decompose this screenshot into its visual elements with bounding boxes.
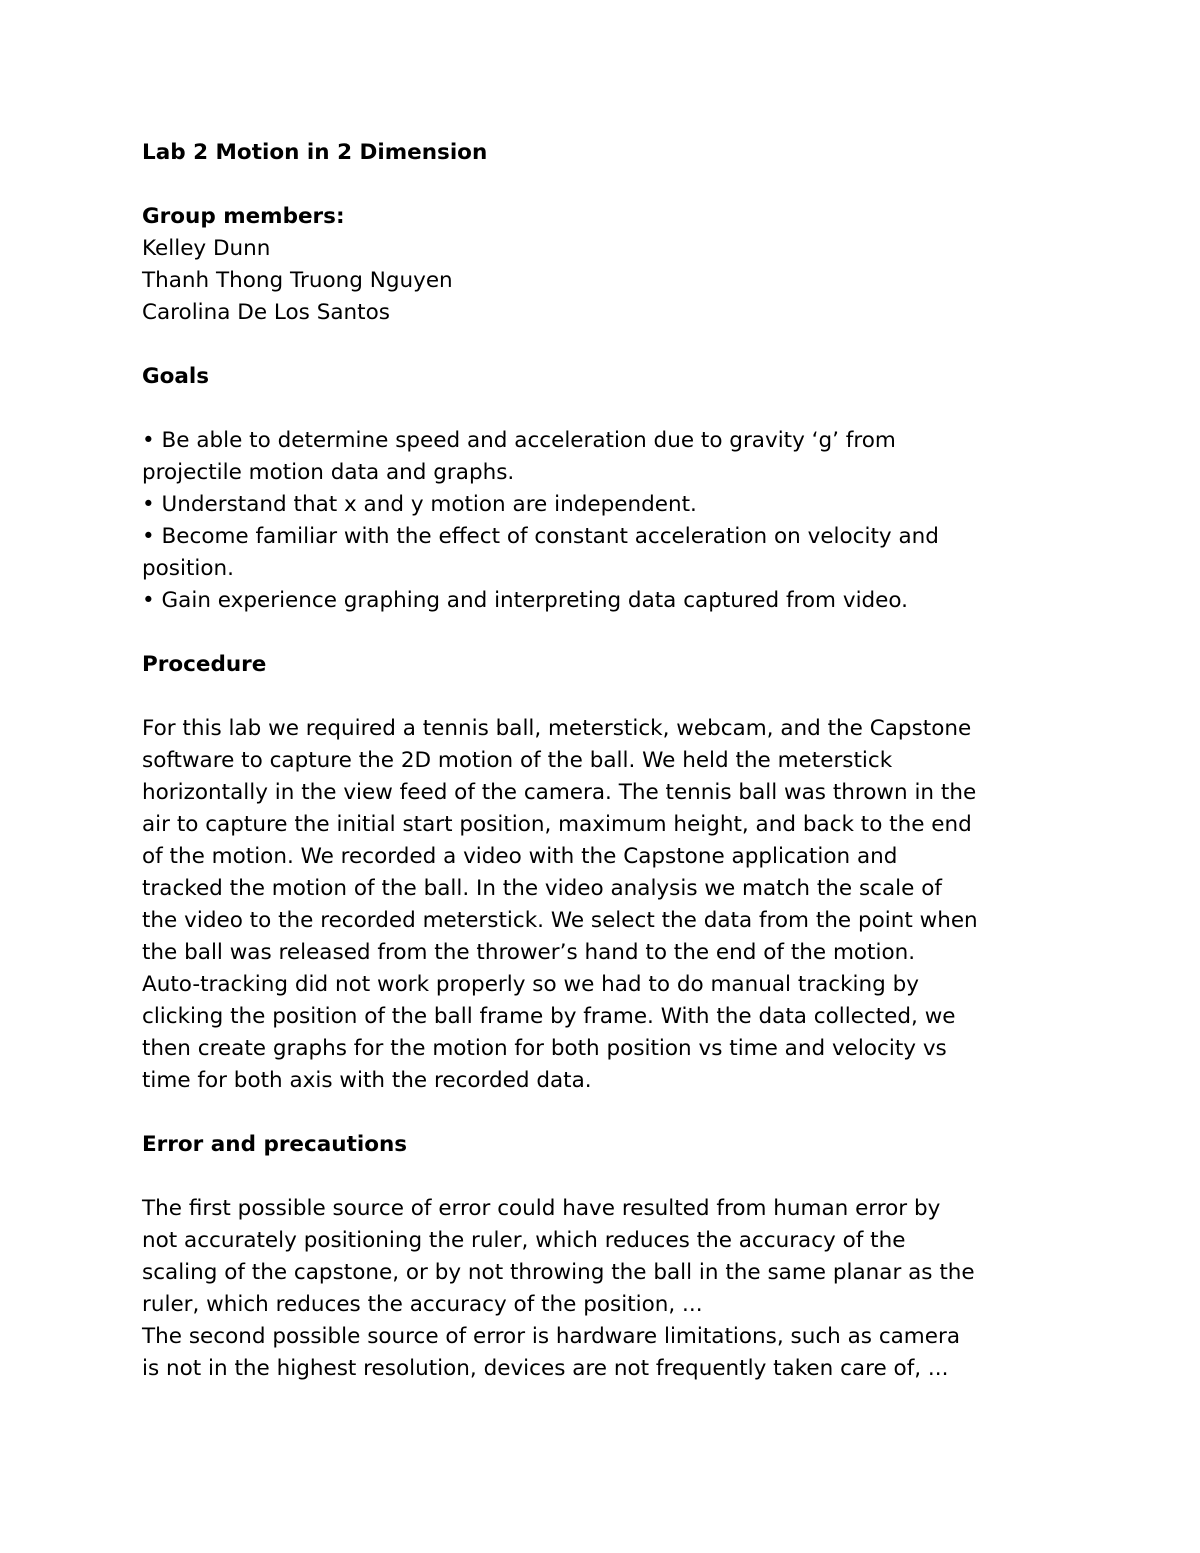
procedure-line: tracked the motion of the ball. In the video analysis we match the scale of — [142, 876, 942, 901]
goals-line: • Understand that x and y motion are independent. — [142, 492, 697, 517]
procedure-line: software to capture the 2D motion of the ball. We held the meterstick — [142, 748, 893, 773]
goals-line: • Become familiar with the effect of constant acceleration on velocity and — [142, 524, 939, 549]
group-members-heading: Group members: — [142, 204, 345, 229]
spacer — [142, 681, 1072, 713]
goals-line: projectile motion data and graphs. — [142, 460, 515, 485]
errors-line: The first possible source of error could have resulted from human error by — [142, 1196, 941, 1221]
document-page — [142, 137, 1072, 1385]
errors-line: ruler, which reduces the accuracy of the position, ... — [142, 1292, 703, 1317]
group-member: Thanh Thong Truong Nguyen — [142, 268, 453, 293]
procedure-line: horizontally in the view feed of the camera. The tennis ball was thrown in the — [142, 780, 977, 805]
goals-line: • Be able to determine speed and acceleration due to gravity ‘g’ from — [142, 428, 896, 453]
procedure-heading: Procedure — [142, 652, 267, 677]
group-member: Carolina De Los Santos — [142, 300, 390, 325]
errors-line: not accurately positioning the ruler, which reduces the accuracy of the — [142, 1228, 906, 1253]
spacer — [142, 1161, 1072, 1193]
goals-heading: Goals — [142, 364, 210, 389]
document-title: Lab 2 Motion in 2 Dimension — [142, 140, 488, 165]
procedure-line: time for both axis with the recorded data. — [142, 1068, 592, 1093]
procedure-line: then create graphs for the motion for both position vs time and velocity vs — [142, 1036, 947, 1061]
procedure-line: the video to the recorded meterstick. We select the data from the point when — [142, 908, 978, 933]
errors-line: The second possible source of error is hardware limitations, such as camera — [142, 1324, 960, 1349]
procedure-line: Auto-tracking did not work properly so we had to do manual tracking by — [142, 972, 919, 997]
goals-line: position. — [142, 556, 234, 581]
procedure-line: of the motion. We recorded a video with the Capstone application and — [142, 844, 898, 869]
spacer — [142, 169, 1072, 201]
spacer — [142, 617, 1072, 649]
errors-line: scaling of the capstone, or by not throwing the ball in the same planar as the — [142, 1260, 975, 1285]
errors-heading: Error and precautions — [142, 1132, 408, 1157]
procedure-line: the ball was released from the thrower’s hand to the end of the motion. — [142, 940, 916, 965]
errors-line: is not in the highest resolution, devices are not frequently taken care of, ... — [142, 1356, 949, 1381]
procedure-line: clicking the position of the ball frame by frame. With the data collected, we — [142, 1004, 956, 1029]
goals-line: • Gain experience graphing and interpreting data captured from video. — [142, 588, 909, 613]
group-member: Kelley Dunn — [142, 236, 271, 261]
procedure-line: For this lab we required a tennis ball, meterstick, webcam, and the Capstone — [142, 716, 972, 741]
spacer — [142, 393, 1072, 425]
spacer — [142, 329, 1072, 361]
spacer — [142, 1097, 1072, 1129]
procedure-line: air to capture the initial start position, maximum height, and back to the end — [142, 812, 972, 837]
